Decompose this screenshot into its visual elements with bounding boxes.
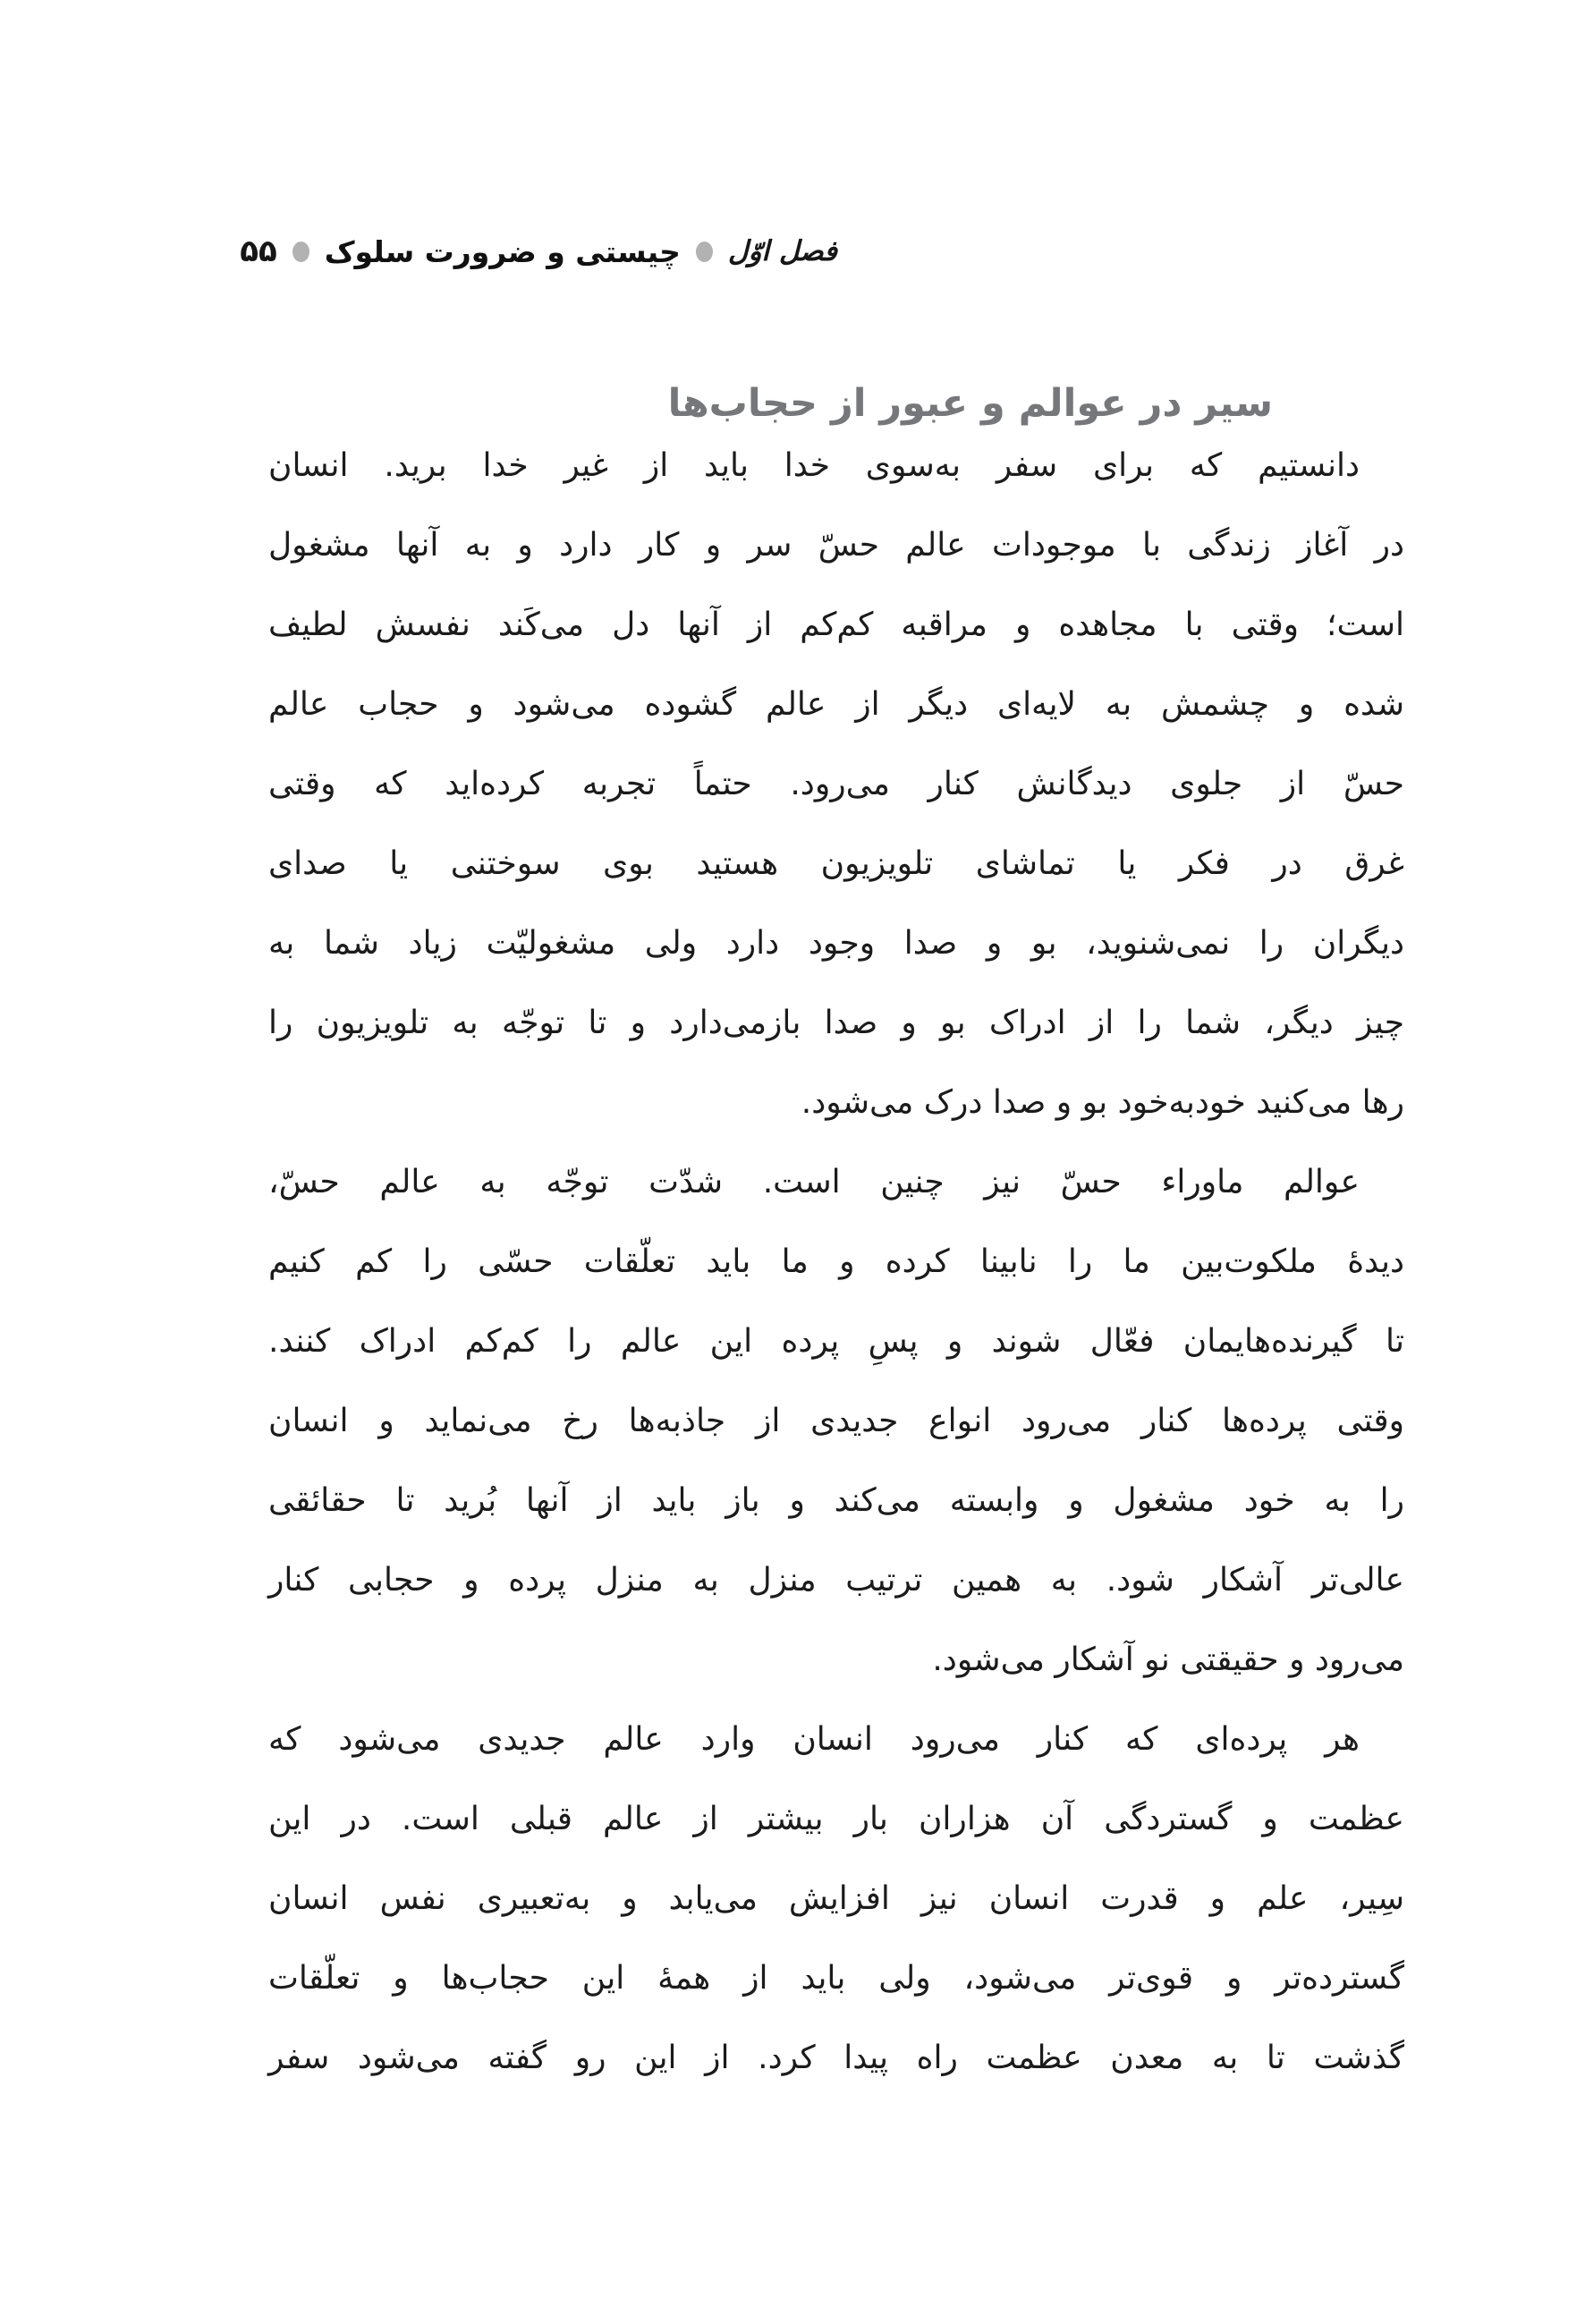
separator-dot-icon: [292, 242, 309, 262]
running-head-title: چیستی و ضرورت سلوک: [324, 233, 681, 269]
page-number: ۵۵: [240, 233, 277, 269]
section-heading: سیر در عوالم و عبور از حجاب‌ها: [667, 380, 1273, 426]
text-line: هر پرده‌ای که کنار می‌رود انسان وارد عالم جدیدی می‌شود که: [268, 1721, 1360, 1758]
text-line: چیز دیگر، شما را از ادراک بو و صدا بازمی‌دارد و تا توجّه به تلویزیون را: [268, 1005, 1404, 1041]
text-line: سِیر، علم و قدرت انسان نیز افزایش می‌یابد و به‌تعبیری نفس انسان: [268, 1880, 1404, 1917]
text-line: شده و چشمش به لایه‌ای دیگر از عالم گشوده می‌شود و حجاب عالم: [268, 686, 1404, 723]
text-line: گسترده‌تر و قوی‌تر می‌شود، ولی باید از همهٔ این حجاب‌ها و تعلّقات: [268, 1960, 1404, 1997]
body-text: [268, 426, 1404, 2098]
text-line: وقتی پرده‌ها کنار می‌رود انواع جدیدی از جاذبه‌ها رخ می‌نماید و انسان: [268, 1403, 1404, 1439]
text-line: گذشت تا به معدن عظمت راه پیدا کرد. از این رو گفته می‌شود سفر: [268, 2040, 1404, 2076]
text-line: می‌رود و حقیقتی نو آشکار می‌شود.: [932, 1641, 1404, 1678]
separator-dot-icon: [696, 242, 713, 262]
text-line: عظمت و گستردگی آن هزاران بار بیشتر از عالم قبلی است. در این: [268, 1801, 1404, 1837]
text-line: تا گیرنده‌هایمان فعّال شوند و پسِ پرده این عالم را کم‌کم ادراک کنند.: [268, 1323, 1404, 1360]
text-line: در آغاز زندگی با موجودات عالم حسّ سر و کار دارد و به آنها مشغول: [268, 527, 1404, 564]
text-line: حسّ از جلوی دیدگانش کنار می‌رود. حتماً تجربه کرده‌اید که وقتی: [268, 766, 1404, 802]
text-line: دانستیم که برای سفر به‌سوی خدا باید از غیر خدا برید. انسان: [268, 447, 1360, 484]
text-line: را به خود مشغول و وابسته می‌کند و باز باید از آنها بُرید تا حقائقی: [268, 1482, 1404, 1519]
running-head: [240, 224, 837, 279]
text-line: عالی‌تر آشکار شود. به همین ترتیب منزل به منزل پرده و حجابی کنار: [268, 1562, 1404, 1599]
text-line: دیگران را نمی‌شنوید، بو و صدا وجود دارد ولی مشغولیّت زیاد شما به: [268, 925, 1404, 962]
text-line: غرق در فکر یا تماشای تلویزیون هستید بوی سوختنی یا صدای: [268, 845, 1404, 882]
text-line: دیدهٔ ملکوت‌بین ما را نابینا کرده و ما باید تعلّقات حسّی را کم کنیم: [268, 1243, 1404, 1280]
chapter-label: فصل اوّل: [727, 235, 837, 267]
text-line: رها می‌کنید خودبه‌خود بو و صدا درک می‌شود.: [801, 1084, 1404, 1121]
text-line: عوالم ماوراء حسّ نیز چنین است. شدّت توجّه به عالم حسّ،: [268, 1164, 1360, 1200]
text-line: است؛ وقتی با مجاهده و مراقبه کم‌کم از آنها دل می‌کَند نفسش لطیف: [268, 606, 1404, 643]
